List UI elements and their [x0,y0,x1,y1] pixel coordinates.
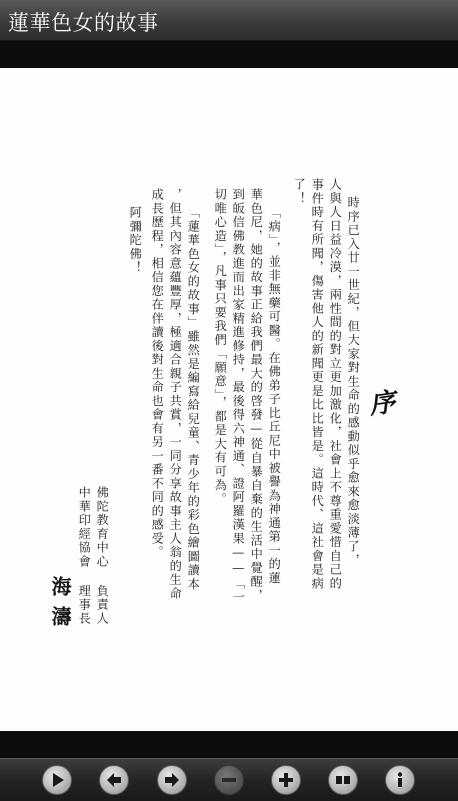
preface-line: 到皈信佛教進而出家精進修持，最後得六神通、證阿羅漢果——「一 [231,188,246,605]
play-button[interactable] [42,765,72,795]
title-bar [0,0,458,41]
signature-title: 中華印經協會 理事長 [77,486,92,626]
signature-name: 海濤 [48,576,72,636]
preface-line: 事件時有所聞，傷害他人的新聞更是比比皆是。這時代、這社會是病 [310,178,325,591]
preface-line: 阿彌陀佛！ [128,206,143,275]
preface-line: 時序已入廿一世紀，但大家對生命的感動似乎愈來愈淡薄了， [346,196,361,568]
book-page[interactable] [0,68,458,731]
preface-line: 了！ [292,178,307,206]
info-button[interactable] [385,765,415,795]
arrow-left-icon [100,766,128,794]
bottom-toolbar [0,758,458,801]
top-band [0,41,458,68]
preface-line: 「蓮華色女的故事」雖然是編寫給兒童、青少年的彩色繪圖讀本 [186,206,201,591]
arrow-right-icon [158,766,186,794]
preface-line: 華色尼，她的故事正給我們最大的啓發—從自暴自棄的生活中覺醒， [249,188,264,603]
page-view-button[interactable] [328,765,358,795]
preface-line: 成長歷程，相信您在伴讀後對生命也會有另一番不同的感受。 [150,188,165,560]
zoom-out-button[interactable] [214,765,244,795]
preface-line: ，但其內容意蘊豐厚，極適合親子共賞，一同分享故事主人翁的生命 [168,188,183,601]
previous-page-button[interactable] [99,765,129,795]
minus-icon [215,766,243,794]
preface-line: 「病」，並非無藥可醫。在佛弟子比丘尼中被譽為神通第一的蓮 [267,206,282,585]
two-pages-icon [329,766,357,794]
preface-heading: 序 [367,387,398,421]
preface-line: 人與人日益冷漠，兩性間的對立更加激化，社會上不尊重愛惜自己的 [328,178,343,591]
preface-line: 切唯心造」，凡事只要我們「願意」，都是大有可為。 [213,188,228,506]
play-icon [43,766,71,794]
bottom-band [0,731,458,758]
plus-icon [272,766,300,794]
info-icon [386,766,414,794]
next-page-button[interactable] [157,765,187,795]
zoom-in-button[interactable] [271,765,301,795]
app-title: 蓮華色女的故事 [8,11,159,35]
signature-title: 佛陀教育中心 負責人 [95,486,110,626]
